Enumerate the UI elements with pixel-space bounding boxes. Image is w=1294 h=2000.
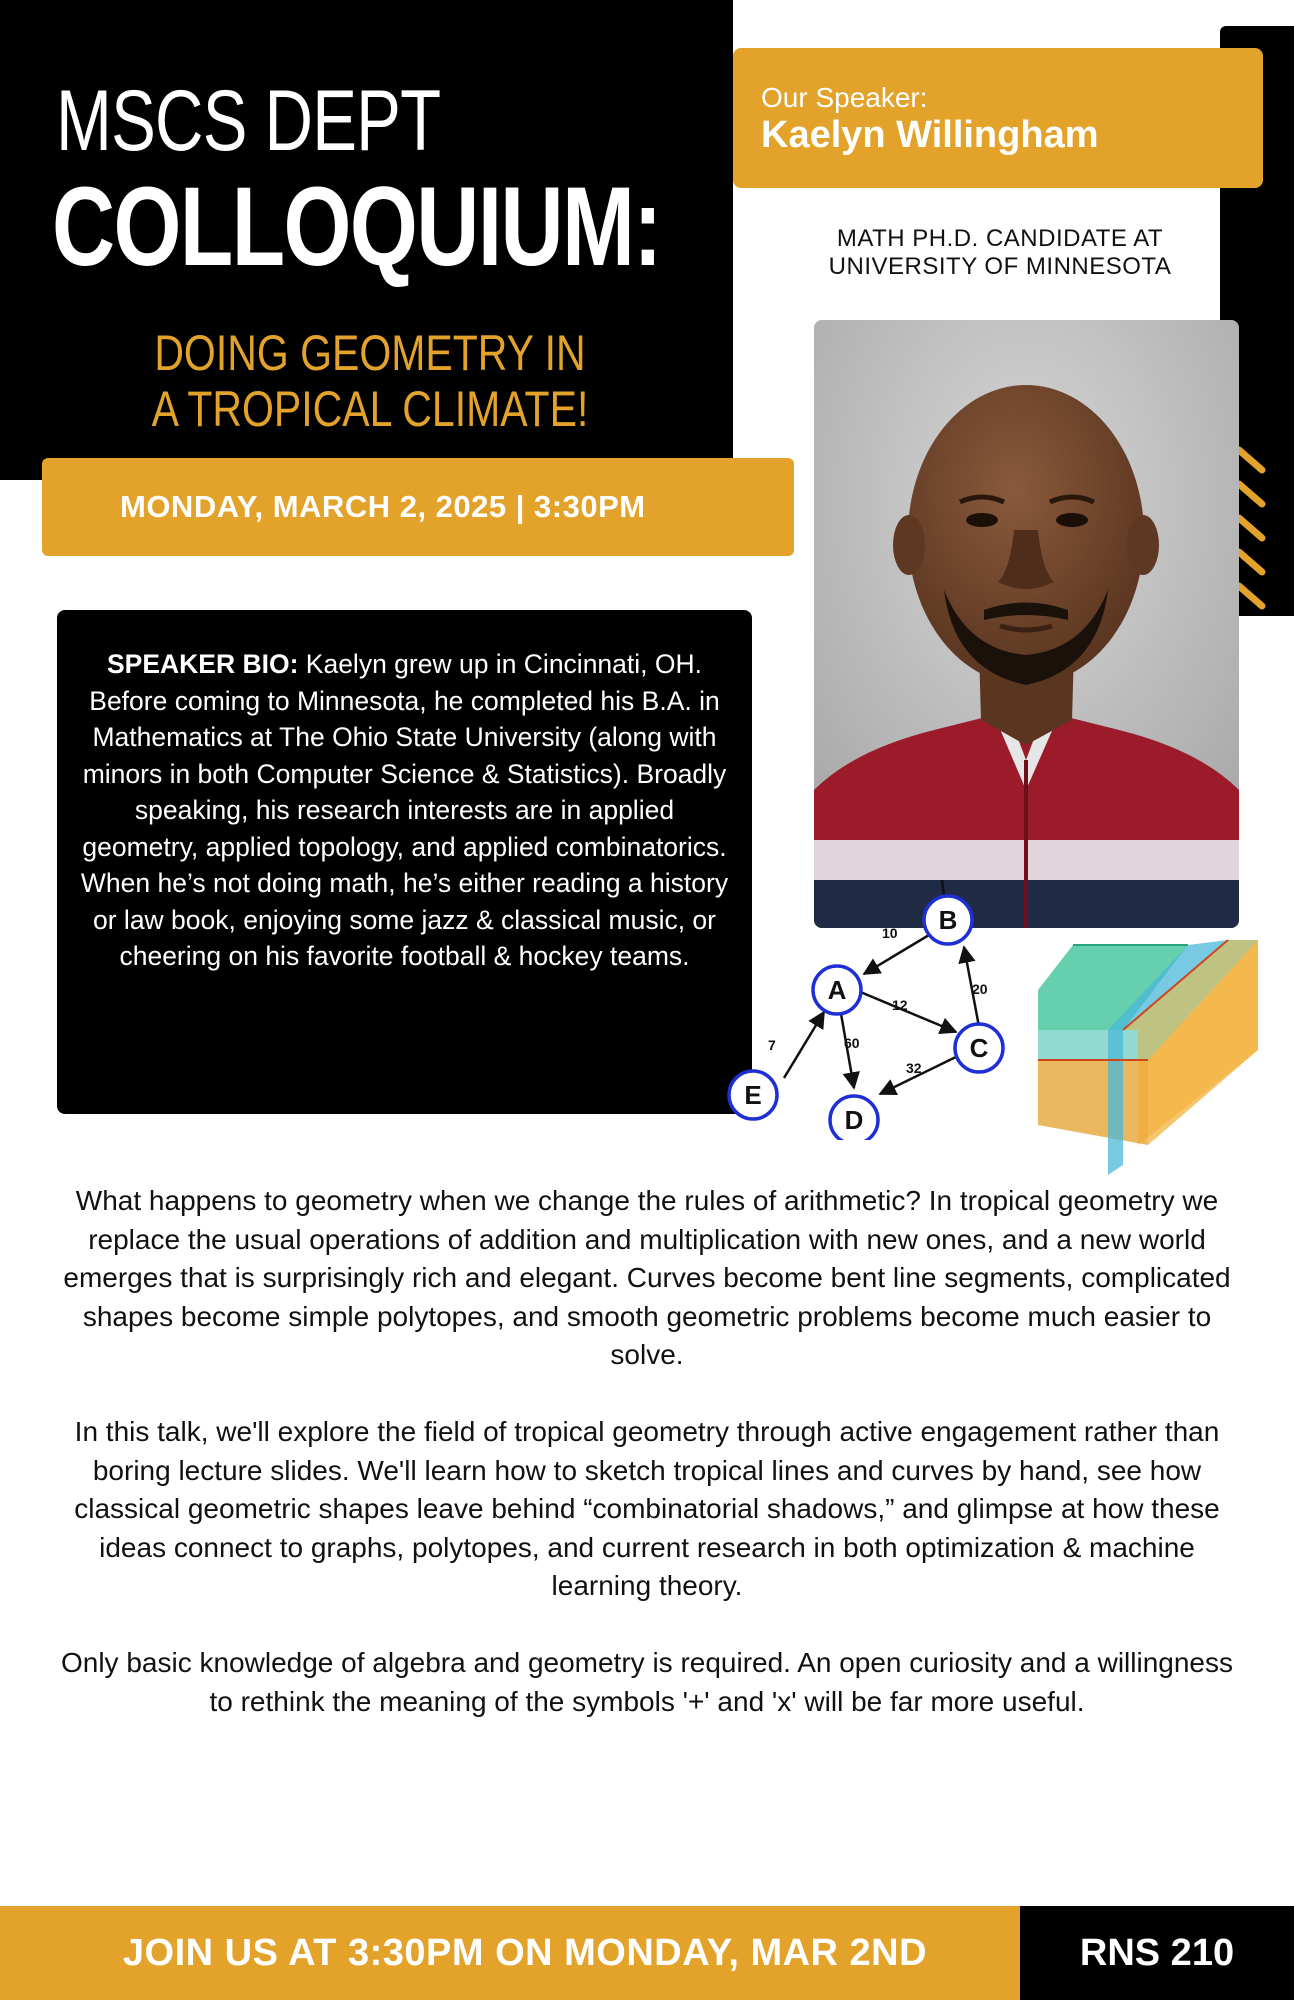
speaker-photo: [814, 320, 1239, 928]
bio-text: Kaelyn grew up in Cincinnati, OH. Before coming to Minnesota, he completed his B.A. in Mathematics at The Ohio State University (along with minors in both Computer Science & Statistics). Broadly speaking, his research interests are in applied geometry, applied topology, and applied combinatorics. When he’s not doing math, he’s either reading a history or law book, enjoying some jazz & classical music, or cheering on his favorite football & hockey teams.: [80, 649, 729, 971]
node-label: A: [827, 975, 847, 1005]
title-line-1: MSCS DEPT: [56, 73, 441, 169]
speaker-affiliation: MATH PH.D. CANDIDATE AT UNIVERSITY OF MINNESOTA: [828, 225, 1172, 280]
speaker-bio-box: [57, 610, 752, 1114]
bio-label: SPEAKER BIO:: [106, 649, 299, 679]
node-label: B: [938, 905, 958, 935]
room-number: RNS 210: [1079, 1931, 1235, 1974]
edge-weight: 12: [892, 997, 908, 1013]
description-paragraph-1: What happens to geometry when we change the rules of arithmetic? In tropical geometry we replace the usual operations of addition and multiplication with new ones, and a new world emerges that is surprisingly rich and elegant. Curves become bent line segments, complicated shapes become simple polytopes, and smooth geometric problems become much easier to solve.: [63, 1185, 1231, 1370]
speaker-name: Kaelyn Willingham: [761, 114, 1099, 156]
edge-weight: 32: [906, 1060, 922, 1076]
speaker-label: Our Speaker:: [761, 82, 928, 113]
talk-title: DOING GEOMETRY IN A TROPICAL CLIMATE!: [151, 325, 589, 437]
edge-weight: 20: [972, 981, 988, 997]
edge-e-a: [784, 1012, 824, 1078]
edge-weight: 60: [844, 1035, 860, 1051]
footer-room-bar: [1020, 1906, 1294, 2000]
talk-description: [60, 1182, 1234, 1760]
speaker-bio: [79, 646, 730, 975]
date-bar: [42, 458, 794, 556]
graph-diagram: [712, 880, 1022, 1140]
footer-cta-bar: [0, 1906, 1020, 2000]
node-label: E: [744, 1080, 762, 1110]
speaker-bar: [733, 48, 1263, 188]
event-date-time: MONDAY, MARCH 2, 2025 | 3:30PM: [120, 489, 646, 524]
polytope-illustration: [1028, 930, 1268, 1180]
description-paragraph-3: Only basic knowledge of algebra and geometry is required. An open curiosity and a willingness to rethink the meaning of the symbols '+' and 'x' will be far more useful.: [60, 1647, 1233, 1717]
edge-weight: 10: [882, 925, 898, 941]
footer-cta: JOIN US AT 3:30PM ON MONDAY, MAR 2ND: [122, 1931, 928, 1974]
description-paragraph-2: In this talk, we'll explore the field of tropical geometry through active engagement rather than boring lecture slides. We'll learn how to sketch tropical lines and curves by hand, see how classical geometric shapes leave behind “combinatorial shadows,” and glimpse at how these ideas connect to graphs, polytopes, and current research in both optimization & machine learning theory.: [74, 1416, 1220, 1601]
title-block: [0, 0, 733, 480]
edge-weight: 7: [768, 1037, 776, 1053]
node-label: D: [844, 1105, 864, 1135]
node-label: C: [969, 1033, 989, 1063]
title-line-2: COLLOQUIUM:: [52, 164, 661, 289]
